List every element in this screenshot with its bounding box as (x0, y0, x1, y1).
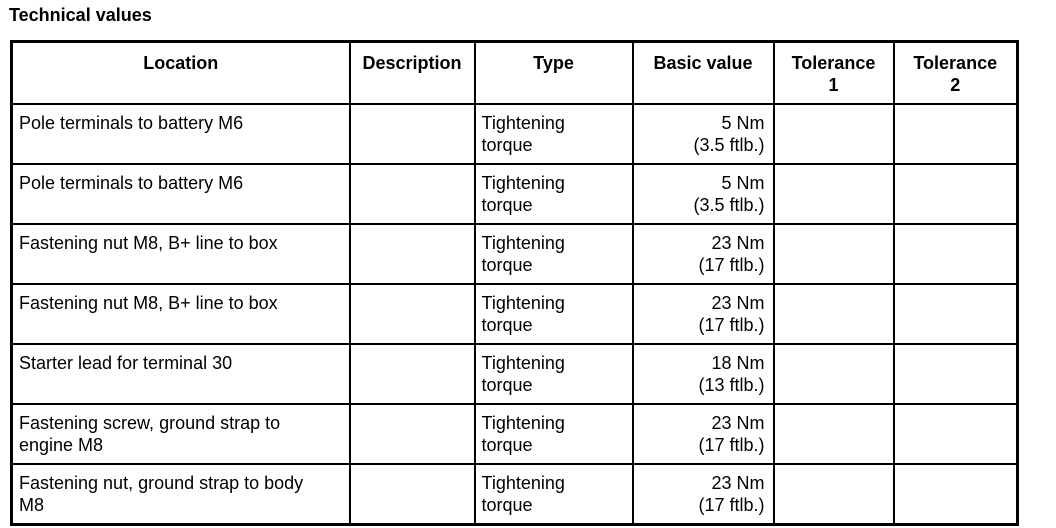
type-line1: Tightening (481, 173, 565, 193)
basic-value-line1: 23 Nm (711, 473, 765, 493)
header-tolerance-2-line2: 2 (950, 75, 961, 95)
cell-type (475, 224, 633, 284)
cell-tolerance-2 (894, 164, 1018, 224)
location-line2: engine M8 (19, 435, 104, 455)
cell-location (12, 284, 350, 344)
page-title: Technical values (9, 5, 152, 25)
type-line2: torque (481, 435, 533, 455)
cell-basic-value (633, 344, 774, 404)
type-line1: Tightening (481, 353, 565, 373)
cell-description (350, 404, 475, 464)
cell-basic-value (633, 104, 774, 164)
table-row (12, 224, 1018, 284)
cell-tolerance-1 (774, 284, 894, 344)
type-line1: Tightening (481, 113, 565, 133)
cell-tolerance-2 (894, 404, 1018, 464)
basic-value-line2: (3.5 ftlb.) (693, 195, 765, 215)
table-row (12, 404, 1018, 464)
basic-value-line1: 23 Nm (711, 413, 765, 433)
cell-tolerance-2 (894, 464, 1018, 525)
basic-value-line2: (17 ftlb.) (698, 255, 765, 275)
basic-value-line1: 18 Nm (711, 353, 765, 373)
table-row (12, 344, 1018, 404)
type-line1: Tightening (481, 413, 565, 433)
header-tolerance-1-line2: 1 (828, 75, 839, 95)
table-row (12, 284, 1018, 344)
cell-description (350, 164, 475, 224)
location-line2: M8 (19, 495, 45, 515)
cell-description (350, 464, 475, 525)
cell-tolerance-1 (774, 344, 894, 404)
cell-tolerance-2 (894, 284, 1018, 344)
type-line2: torque (481, 375, 533, 395)
type-line1: Tightening (481, 233, 565, 253)
cell-tolerance-1 (774, 224, 894, 284)
cell-location (12, 404, 350, 464)
basic-value-line2: (3.5 ftlb.) (693, 135, 765, 155)
cell-tolerance-2 (894, 344, 1018, 404)
location-line1: Fastening screw, ground strap to (19, 413, 281, 433)
location-line1: Pole terminals to battery M6 (19, 113, 244, 133)
type-line2: torque (481, 135, 533, 155)
type-line2: torque (481, 195, 533, 215)
header-tolerance-1-line1: Tolerance (791, 53, 876, 73)
cell-location (12, 164, 350, 224)
cell-location (12, 224, 350, 284)
header-tolerance-1 (774, 42, 894, 105)
location-line1: Pole terminals to battery M6 (19, 173, 244, 193)
header-tolerance-2-line1: Tolerance (913, 53, 998, 73)
basic-value-line1: 23 Nm (711, 293, 765, 313)
location-line1: Fastening nut M8, B+ line to box (19, 233, 278, 253)
cell-description (350, 344, 475, 404)
cell-basic-value (633, 404, 774, 464)
table-row (12, 104, 1018, 164)
cell-tolerance-2 (894, 104, 1018, 164)
location-line1: Fastening nut, ground strap to body (19, 473, 304, 493)
type-line2: torque (481, 315, 533, 335)
table-header-row (12, 42, 1018, 105)
cell-location (12, 464, 350, 525)
header-description: Description (350, 42, 475, 105)
cell-type (475, 284, 633, 344)
cell-basic-value (633, 284, 774, 344)
header-location: Location (12, 42, 350, 105)
type-line1: Tightening (481, 293, 565, 313)
cell-tolerance-1 (774, 404, 894, 464)
cell-tolerance-1 (774, 104, 894, 164)
header-type: Type (475, 42, 633, 105)
cell-type (475, 104, 633, 164)
basic-value-line2: (17 ftlb.) (698, 495, 765, 515)
cell-tolerance-1 (774, 464, 894, 525)
location-line1: Starter lead for terminal 30 (19, 353, 233, 373)
basic-value-line2: (17 ftlb.) (698, 315, 765, 335)
cell-tolerance-2 (894, 224, 1018, 284)
type-line2: torque (481, 255, 533, 275)
cell-basic-value (633, 164, 774, 224)
cell-location (12, 344, 350, 404)
basic-value-line2: (13 ftlb.) (698, 375, 765, 395)
header-basic-value: Basic value (633, 42, 774, 105)
basic-value-line2: (17 ftlb.) (698, 435, 765, 455)
cell-type (475, 164, 633, 224)
table-row (12, 464, 1018, 525)
cell-tolerance-1 (774, 164, 894, 224)
cell-description (350, 224, 475, 284)
cell-type (475, 404, 633, 464)
technical-values-table (10, 40, 1019, 526)
header-tolerance-2 (894, 42, 1018, 105)
cell-location (12, 104, 350, 164)
type-line2: torque (481, 495, 533, 515)
type-line1: Tightening (481, 473, 565, 493)
cell-type (475, 344, 633, 404)
table-row (12, 164, 1018, 224)
cell-description (350, 104, 475, 164)
cell-basic-value (633, 464, 774, 525)
basic-value-line1: 23 Nm (711, 233, 765, 253)
basic-value-line1: 5 Nm (721, 173, 765, 193)
cell-type (475, 464, 633, 525)
location-line1: Fastening nut M8, B+ line to box (19, 293, 278, 313)
cell-description (350, 284, 475, 344)
cell-basic-value (633, 224, 774, 284)
basic-value-line1: 5 Nm (721, 113, 765, 133)
